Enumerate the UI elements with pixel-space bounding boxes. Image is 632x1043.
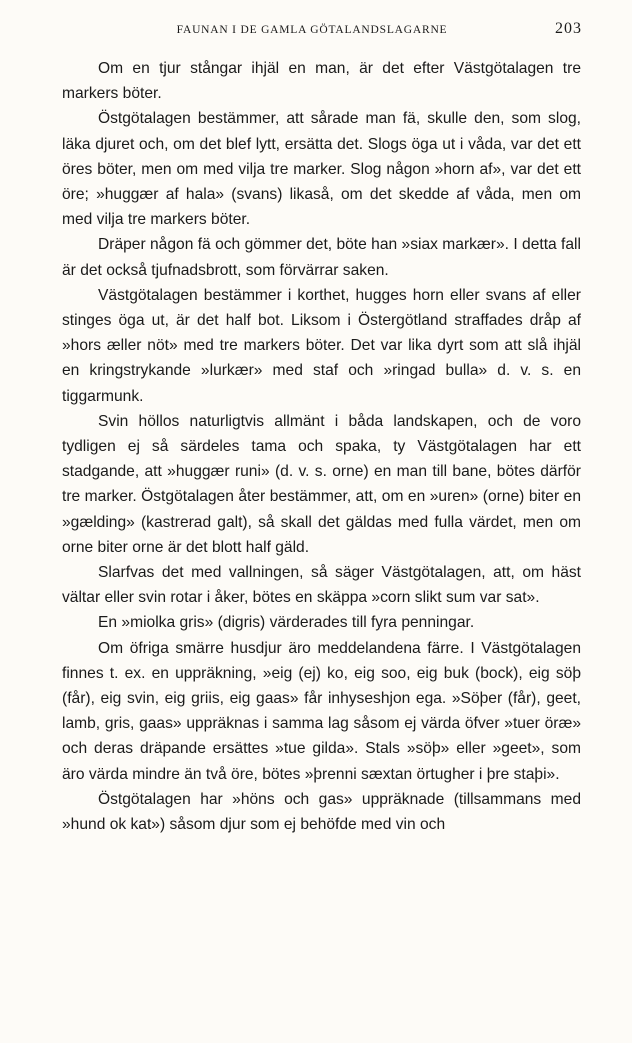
paragraph: Om öfriga smärre husdjur äro meddelandena färre. I Västgötalagen finnes t. ex. en uppräkning, »eig (ej) ko, eig soo, eig buk (bock), eig söþ (får), eig svin, eig griis, eig gaas» får inhyseshjon ega. »Söþer (får), geet, lamb, gris, gaas» uppräknas i samma lag såsom ej värda öfver »tuer öræ» och deras dräpande ersättes »tue gilda». Stals »söþ» eller »geet», som äro värda mindre än två öre, bötes »þrenni sæxtan örtugher i þre staþi». [62, 639, 581, 783]
paragraph: En »miolka gris» (digris) värderades till fyra penningar. [98, 614, 475, 632]
running-header [62, 20, 582, 40]
paragraph: Östgötalagen bestämmer, att sårade man fä, skulle den, som slog, läka djuret och, om det blef lytt, ersätta det. Slogs öga ut i våda, var det ett öres böter, men om med vilja tre marker. Slog någon »horn af», var det ett öre; »huggær af hala» (svans) likaså, om det skedde af våda, men om med vilja tre markers böter. [62, 110, 581, 229]
body-text [62, 56, 581, 837]
paragraph: Om en tjur stångar ihjäl en man, är det efter Västgötalagen tre markers böter. [62, 60, 581, 103]
paragraph: Östgötalagen har »höns och gas» uppräknade (tillsammans med »hund ok kat») såsom djur som ej behöfde med vin och [62, 790, 581, 834]
paragraph: Svin höllos naturligtvis allmänt i båda landskapen, och de voro tydligen ej så särdeles tama och spaka, ty Västgötalagen har ett stadgande, att »huggær runi» (d. v. s. orne) en man till bane, bötes därför tre marker. Östgötalagen åter bestämmer, att, om en »uren» (orne) biter en »gælding» (kastrerad galt), så skall det gäldas med fulla värdet, men om orne biter orne är det blott half gäld. [62, 412, 581, 556]
paragraph: Slarfvas det med vallningen, så säger Västgötalagen, att, om häst vältar eller svin rotar i åker, bötes en skäppa »corn slikt sum var sat». [62, 564, 581, 607]
paragraph: Västgötalagen bestämmer i korthet, hugges horn eller svans af eller stinges öga ut, är det half bot. Liksom i Östergötland straffades dråp af »hors æller nöt» med tre markers böter. Det var lika dyrt som att slå ihjäl en kringstrykande »lurkær» med staf och »ringad bulla» d. v. s. en tiggarmunk. [62, 286, 581, 405]
paragraph: Dräper någon fä och gömmer det, böte han »siax markær». I detta fall är det också tjufnadsbrott, som förvärrar saken. [62, 236, 581, 279]
running-title: FAUNAN I DE GAMLA GÖTALANDSLAGARNE [176, 24, 448, 36]
page-number: 203 [555, 20, 582, 37]
